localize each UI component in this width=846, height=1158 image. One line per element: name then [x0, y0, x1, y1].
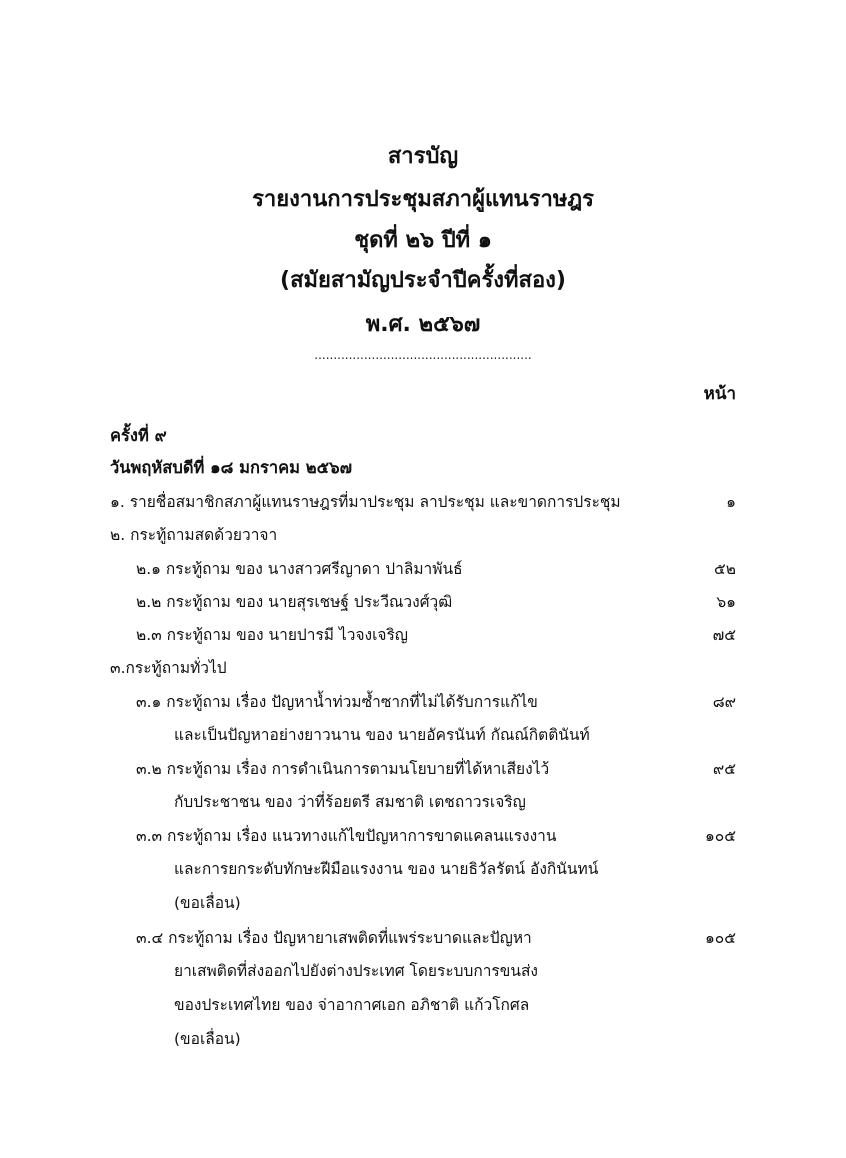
- toc-item-3-4-cont: ยาเสพติดที่ส่งออกไปยังต่างประเทศ โดยระบบการขนส่ง: [174, 962, 538, 980]
- toc-item-3-2-page: ๙๕: [712, 760, 736, 778]
- toc-item-1-page: ๑: [726, 493, 736, 511]
- page-column-header: หน้า: [703, 384, 736, 404]
- toc-item-3-4: ๓.๔ กระทู้ถาม เรื่อง ปัญหายาเสพติดที่แพร่ระบาดและปัญหา: [136, 929, 532, 947]
- toc-item-2-1-page: ๕๒: [714, 560, 736, 578]
- toc-item-3: ๓.กระทู้ถามทั่วไป: [110, 659, 227, 677]
- toc-item-2: ๒. กระทู้ถามสดด้วยวาจา: [110, 526, 278, 544]
- toc-item-1: ๑. รายชื่อสมาชิกสภาผู้แทนราษฎรที่มาประชุม ลาประชุม และขาดการประชุม: [110, 493, 621, 511]
- report-title: รายงานการประชุมสภาผู้แทนราษฎร: [252, 187, 594, 212]
- year-line: พ.ศ. ๒๕๖๗: [365, 312, 481, 337]
- toc-item-2-1: ๒.๑ กระทู้ถาม ของ นางสาวศรีญาดา ปาลิมาพันธ์: [136, 560, 463, 578]
- toc-item-2-2: ๒.๒ กระทู้ถาม ของ นายสุรเชษฐ์ ประวีณวงศ์วุฒิ: [136, 593, 453, 611]
- session-date: วันพฤหัสบดีที่ ๑๘ มกราคม ๒๕๖๗: [110, 458, 353, 477]
- toc-item-3-3-page: ๑๐๕: [704, 827, 736, 845]
- toc-item-3-3-cont-2: (ขอเลื่อน): [174, 894, 241, 912]
- toc-title: สารบัญ: [387, 144, 459, 169]
- toc-item-3-4-page: ๑๐๕: [704, 929, 736, 947]
- session-type-line: (สมัยสามัญประจำปีครั้งที่สอง): [280, 268, 566, 293]
- toc-item-3-1-cont: และเป็นปัญหาอย่างยาวนาน ของ นายอัครนันท์ กัณณ์กิตตินันท์: [174, 726, 590, 744]
- toc-item-3-1: ๓.๑ กระทู้ถาม เรื่อง ปัญหาน้ำท่วมซ้ำซากที่ไม่ได้รับการแก้ไข: [136, 693, 538, 711]
- volume-line: ชุดที่ ๒๖ ปีที่ ๑: [354, 228, 492, 253]
- toc-item-3-2-cont: กับประชาชน ของ ว่าที่ร้อยตรี สมชาติ เตชถาวรเจริญ: [174, 793, 526, 811]
- toc-item-3-2: ๓.๒ กระทู้ถาม เรื่อง การดำเนินการตามนโยบายที่ได้หาเสียงไว้: [136, 760, 550, 778]
- toc-item-2-3: ๒.๓ กระทู้ถาม ของ นายปารมี ไวจงเจริญ: [136, 626, 409, 644]
- session-number: ครั้งที่ ๙: [110, 426, 167, 445]
- toc-item-3-4-cont-2: ของประเทศไทย ของ จ่าอากาศเอก อภิชาติ แก้วโกศล: [174, 996, 530, 1014]
- toc-item-3-1-page: ๘๙: [712, 693, 736, 711]
- toc-item-3-3-cont: และการยกระดับทักษะฝีมือแรงงาน ของ นายธิวัลรัตน์ อังกินันทน์: [174, 860, 599, 878]
- toc-item-3-4-cont-3: (ขอเลื่อน): [174, 1030, 241, 1048]
- toc-item-2-2-page: ๖๑: [716, 593, 736, 611]
- toc-item-3-3: ๓.๓ กระทู้ถาม เรื่อง แนวทางแก้ไขปัญหาการขาดแคลนแรงงาน: [136, 827, 557, 845]
- dotted-separator: .........................................................: [314, 348, 532, 362]
- toc-item-2-3-page: ๗๕: [712, 626, 736, 644]
